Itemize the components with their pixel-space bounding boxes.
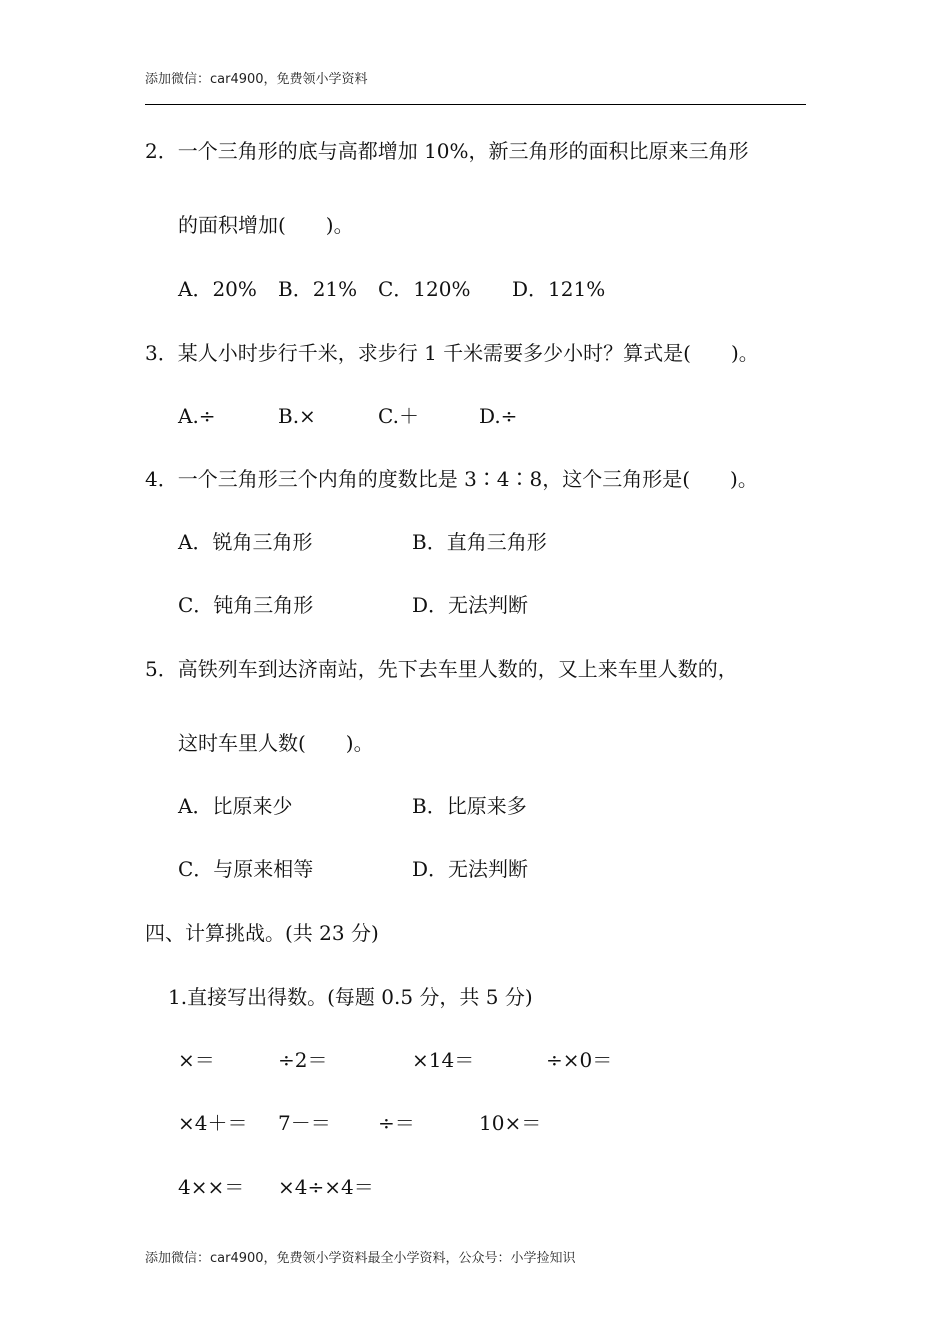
question-2-line-2: 的面积增加( )。 [178,213,354,237]
calc-item: 7－＝ [278,1111,331,1135]
calc-item: ÷×0＝ [546,1048,613,1072]
calc-item: ×4＋＝ [178,1111,248,1135]
question-3-option-d: D.÷ [479,404,518,428]
section-4-title: 四、计算挑战。(共 23 分) [145,921,379,945]
section-4-subquestion-1: 1.直接写出得数。(每题 0.5 分，共 5 分) [168,985,533,1009]
question-4-option-b: B．直角三角形 [412,530,547,554]
header-divider [145,104,806,105]
calc-item: 10×＝ [479,1111,542,1135]
calc-item: ×14＝ [412,1048,475,1072]
question-2-option-d: D．121% [512,277,606,301]
question-5-option-d: D．无法判断 [412,857,529,881]
question-3-option-a: A.÷ [178,404,216,428]
question-3-line-1: 3．某人小时步行千米，求步行 1 千米需要多少小时？算式是( )。 [145,341,759,365]
question-5-option-a: A．比原来少 [178,794,293,818]
calc-item: ×4÷×4＝ [278,1175,374,1199]
question-4-option-a: A．锐角三角形 [178,530,313,554]
question-2-line-1: 2．一个三角形的底与高都增加 10%，新三角形的面积比原来三角形 [145,139,749,163]
question-2-option-b: B．21% [278,277,358,301]
calc-item: ÷2＝ [278,1048,328,1072]
page-footer: 添加微信：car4900，免费领小学资料最全小学资料，公众号：小学捡知识 [145,1251,576,1266]
question-5-option-c: C．与原来相等 [178,857,314,881]
question-4-line-1: 4．一个三角形三个内角的度数比是 3∶4∶8，这个三角形是( )。 [145,467,758,491]
question-4-option-c: C．钝角三角形 [178,593,314,617]
question-5-line-2: 这时车里人数( )。 [178,731,374,755]
question-3-option-c: C.＋ [378,404,419,428]
calc-item: ÷＝ [378,1111,415,1135]
question-5-option-b: B．比原来多 [412,794,527,818]
calc-item: 4××＝ [178,1175,245,1199]
question-2-option-a: A．20% [178,277,257,301]
question-5-line-1: 5．高铁列车到达济南站，先下去车里人数的，又上来车里人数的， [145,657,738,681]
page-header: 添加微信：car4900，免费领小学资料 [145,72,368,87]
question-3-option-b: B.× [278,404,316,428]
question-4-option-d: D．无法判断 [412,593,529,617]
calc-item: ×＝ [178,1048,215,1072]
question-2-option-c: C．120% [378,277,471,301]
